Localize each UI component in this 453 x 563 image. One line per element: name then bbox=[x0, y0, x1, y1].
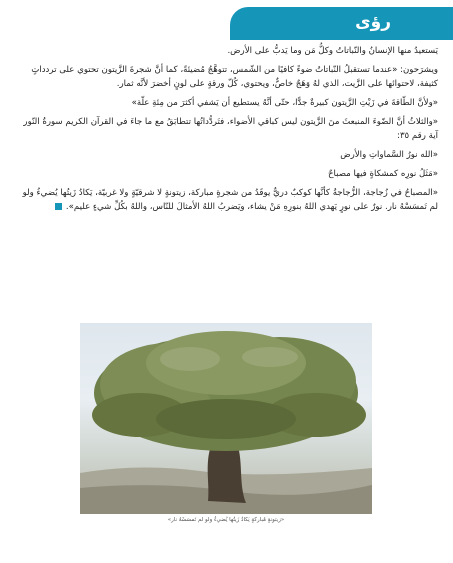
quote-line-1: «الله نورُ السَّماواتِ والأرض bbox=[340, 150, 438, 160]
quote-line-3-text: «المصباحُ في زُجاجة، الزُّجاجةُ كأنَّها كوكبٌ دريٌّ يوقَدُ من شجرةٍ مباركة، زيتونةٍ لا شرقيّةٍ ولا غربيّة، يَكادُ زَيتُها يُضيءُ ولو لم تَمسَسْهُ نار. نورٌ على نورٍ يَهدي اللهُ بنورِهِ مَنْ يشاء، ويَضربُ اللهُ الأمثالَ للنّاس، واللهُ بكُلِّ شيءٍ عليم». bbox=[22, 188, 438, 212]
end-marker-icon bbox=[55, 203, 62, 210]
quote-line-3 bbox=[22, 186, 438, 214]
header-bar bbox=[230, 7, 453, 40]
paragraph-2: ويشرَحون: «عندما تستقبلُ النّباتاتُ ضوءً كافيًا من الشّمس، تتوهَّجُ مُضيئةً، كما أنَّ شجرةَ الزَّيتون تحتوي على تردداتٍ كثيفة، لاحتوائها على الزَّيت، الذي لهُ وَهَجٌ خاصٌّ، ويحتوي، كُلّ ورقةٍ على لونٍ أخضرَ لأنَّه ثمار. bbox=[31, 65, 438, 89]
paragraph-3: «ولأنَّ الطّاقةَ في زَيْتِ الزَّيتون كبيرةٌ جدًّا، حتّى أنَّهُ يستطيع أن يَشفي أكثرَ من مِئةِ علّة» bbox=[131, 98, 438, 108]
page-title: رؤى bbox=[355, 12, 391, 32]
article-body bbox=[22, 44, 438, 219]
photo-caption: «زيتونةٍ مُباركةٍ يَكادُ زَيتُها يُضيءُ ولو لم تَمسَسْهُ نار» bbox=[167, 517, 285, 523]
olive-tree-illustration bbox=[80, 323, 372, 514]
paragraph-1: يَستعيدُ منها الإنسانُ والنّباتاتُ وكلُّ مَن وما يَدبُّ على الأرض. bbox=[227, 46, 438, 56]
olive-tree-photo bbox=[80, 323, 372, 514]
quote-line-2: «مَثَلُ نورِه كمشكاةٍ فيها مصباحٌ bbox=[327, 169, 438, 179]
paragraph-4: «والثلاثُ أنَّ الضّوءَ المنبعثَ منَ الزَّيتون ليس كباقي الأضواء، فتَردُّداتُها تتطابَقُ مع ما جاءَ في القرآن الكريم سورةُ النّور آية رقم ٣٥: bbox=[23, 117, 438, 141]
